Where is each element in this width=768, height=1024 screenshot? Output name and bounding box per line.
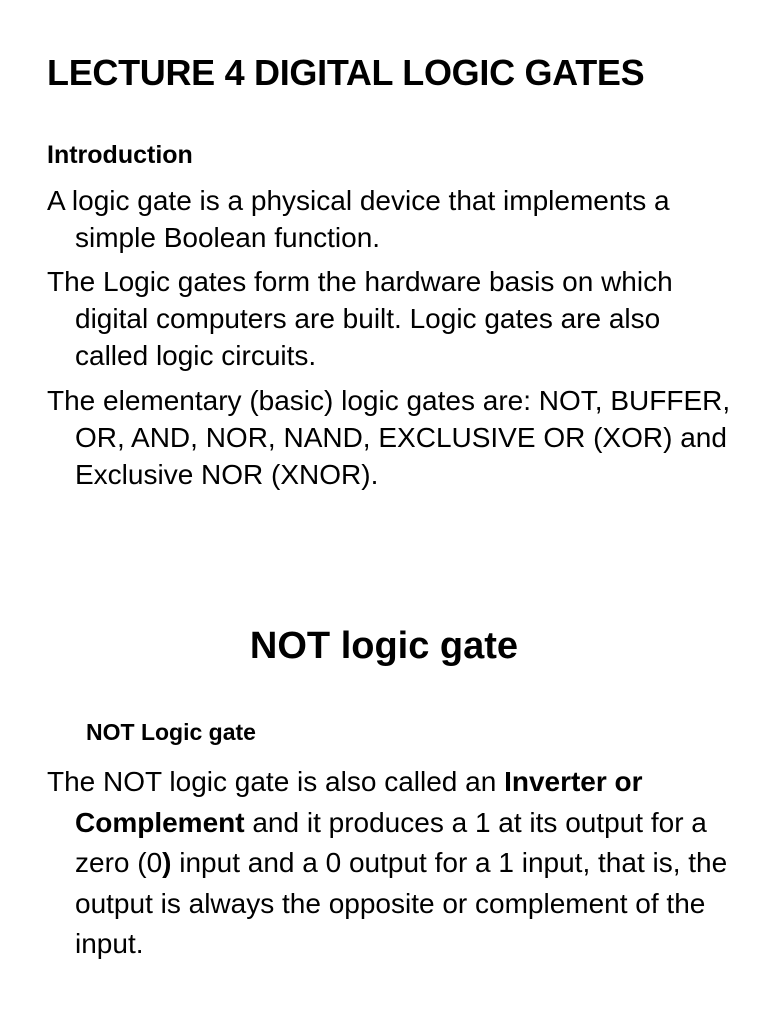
bold-closing-paren: ) [162,847,172,878]
slide-not-gate [0,512,768,1024]
intro-paragraph-elementary-gates: The elementary (basic) logic gates are: NOT, BUFFER, OR, AND, NOR, NAND, EXCLUSIVE OR (XOR) and Exclusive NOR (XNOR). [47,385,731,490]
not-gate-text-part3: input and a 0 output for a 1 input, that is, the output is always the opposite or complement of the input. [75,847,728,959]
not-gate-slide-title: NOT logic gate [249,625,519,667]
inverter-complement-term: Inverter or Complement [75,766,643,838]
lecture-title: LECTURE 4 DIGITAL LOGIC GATES [47,52,645,93]
not-gate-text-part2: and it produces a 1 at its output for a zero (0 [75,806,707,878]
not-gate-text-part1: The NOT logic gate is also called an [47,766,505,797]
not-gate-description [47,762,737,965]
not-gate-subheading: NOT Logic gate [86,719,256,745]
intro-paragraph-logic-gate-definition: A logic gate is a physical device that implements a simple Boolean function. [47,185,670,253]
introduction-heading: Introduction [47,141,193,169]
intro-paragraph-hardware-basis: The Logic gates form the hardware basis on which digital computers are built. Logic gates are also called logic circuits. [47,266,673,371]
